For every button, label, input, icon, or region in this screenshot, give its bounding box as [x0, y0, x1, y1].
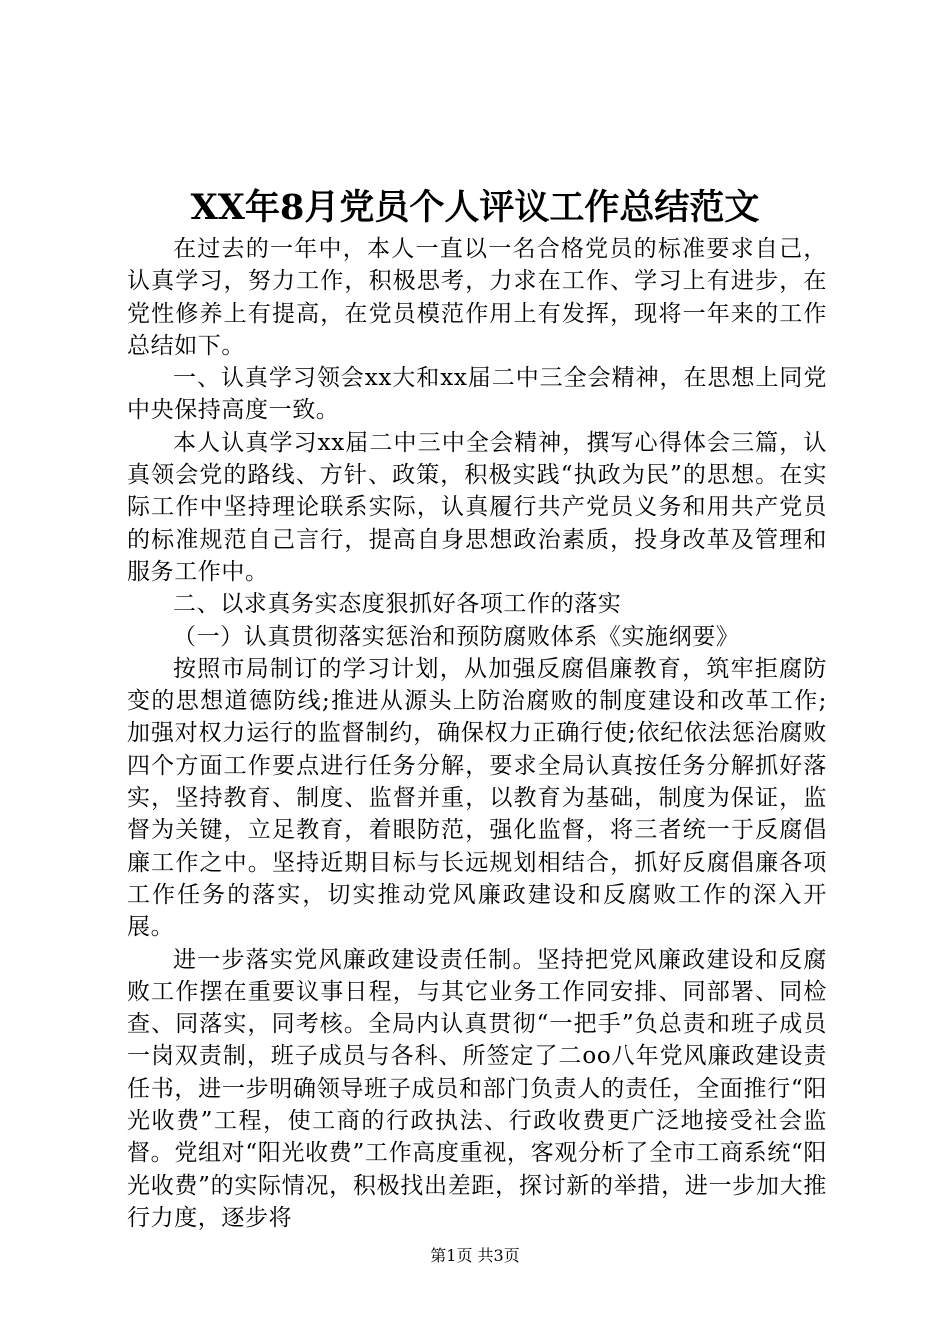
page-footer: 第1页 共3页 [430, 1246, 520, 1265]
paragraph-anti-corruption-plan: 按照市局制订的学习计划，从加强反腐倡廉教育，筑牢拒腐防变的思想道德防线;推进从源头上防治腐败的制度建设和改革工作;加强对权力运行的监督制约，确保权力正确行使;依纪依法惩治腐败四个方面工作要点进行任务分解，要求全局认真按任务分解抓好落实，坚持教育、制度、监督并重，以教育为基础，制度为保证，监督为关键，立足教育，着眼防范，强化监督，将三者统一于反腐倡廉工作之中。坚持近期目标与长远规划相结合，抓好反腐倡廉各项工作任务的落实，切实推动党风廉政建设和反腐败工作的深入开展。 [127, 655, 827, 941]
paragraph-section-one-heading: 一、认真学习领会xx大和xx届二中三全会精神，在思想上同党中央保持高度一致。 [127, 365, 827, 424]
paragraph-subsection-one-heading: （一）认真贯彻落实惩治和预防腐败体系《实施纲要》 [173, 623, 740, 650]
paragraph-responsibility-system: 进一步落实党风廉政建设责任制。坚持把党风廉政建设和反腐败工作摆在重要议事日程，与其它业务工作同安排、同部署、同检查、同落实，同考核。全局内认真贯彻“一把手”负总责和班子成员一岗双责制，班子成员与各科、所签定了二oo八年党风廉政建设责任书，进一步明确领导班子成员和部门负责人的责任，全面推行“阳光收费”工程，使工商的行政执法、行政收费更广泛地接受社会监督。党组对“阳光收费”工作高度重视，客观分析了全市工商系统“阳光收费”的实际情况，积极找出差距，探讨新的举措，进一步加大推行力度，逐步将 [127, 946, 827, 1231]
document-body [127, 233, 827, 1234]
paragraph-intro: 在过去的一年中，本人一直以一名合格党员的标准要求自己，认真学习，努力工作，积极思考，力求在工作、学习上有进步，在党性修养上有提高，在党员模范作用上有发挥，现将一年来的工作总结如下。 [127, 236, 827, 359]
document-title: XX年8月党员个人评议工作总结范文 [190, 187, 760, 228]
paragraph-section-two-heading: 二、以求真务实态度狠抓好各项工作的落实 [173, 591, 622, 618]
paragraph-study-details: 本人认真学习xx届二中三中全会精神，撰写心得体会三篇，认真领会党的路线、方针、政策，积极实践“执政为民”的思想。在实际工作中坚持理论联系实际，认真履行共产党员义务和用共产党员的标准规范自己言行，提高自身思想政治素质，投身改革及管理和服务工作中。 [127, 429, 827, 585]
